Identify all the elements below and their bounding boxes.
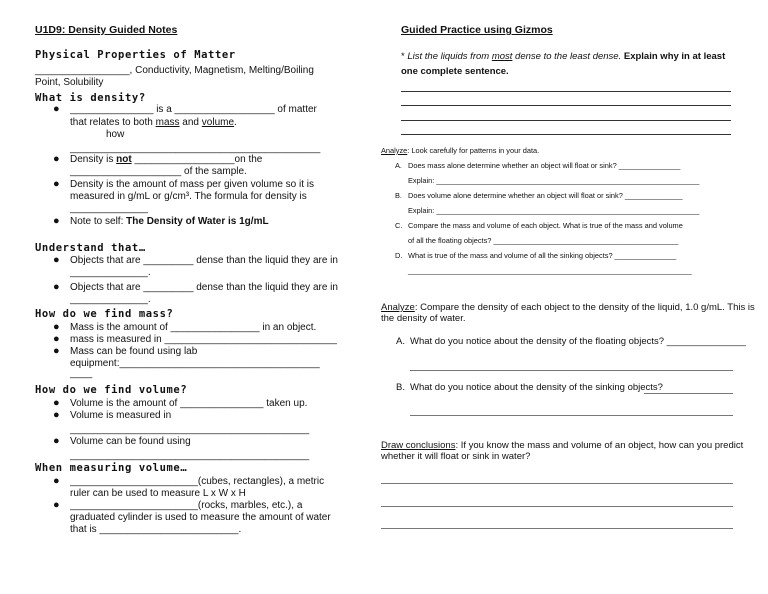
measuring-b2-line1: _______________________(rocks, marbles, etc.), a	[70, 500, 303, 511]
understand-b1-line2: ______________.	[70, 267, 151, 278]
practice-title: Guided Practice using Gizmos	[401, 24, 553, 36]
analyze1-a-label: A.	[395, 161, 402, 170]
measuring-b2-line3: that is _________________________.	[70, 524, 242, 535]
volume-b2-line2: ___________________________________________	[70, 424, 310, 435]
analyze1-d-question-1: What is true of the mass and volume of all the sinking objects? _______________	[408, 251, 677, 260]
mass-b1: Mass is the amount of ________________ in an object.	[70, 322, 317, 333]
answer-line[interactable]	[401, 91, 731, 92]
physical-line-2: Point, Solubility	[35, 77, 104, 88]
measuring-heading: When measuring volume…	[35, 462, 188, 474]
bullet-icon: ●	[53, 475, 60, 487]
density-b1-line1: _______________ is a __________________ of matter	[70, 104, 317, 115]
analyze1-b-explain: Explain: ________________________________________________________________	[408, 206, 700, 215]
bullet-icon: ●	[53, 254, 60, 266]
analyze2-a-label: A.	[396, 336, 405, 347]
bullet-icon: ●	[53, 103, 60, 115]
bullet-icon: ●	[53, 321, 60, 333]
mass-heading: How do we find mass?	[35, 308, 174, 320]
analyze1-c-question-1: Compare the mass and volume of each object. What is true of the mass and volume	[408, 221, 683, 230]
density-b2-line2: ____________________ of the sample.	[70, 166, 247, 177]
bullet-icon: ●	[53, 409, 60, 421]
density-b3-line1: Density is the amount of mass per given volume so it is	[70, 179, 314, 190]
answer-line[interactable]	[401, 120, 731, 121]
physical-heading: Physical Properties of Matter	[35, 49, 236, 61]
answer-line[interactable]	[381, 506, 733, 507]
bullet-icon: ●	[53, 435, 60, 447]
analyze1-b-question: Does volume alone determine whether an object will float or sink? ______________	[408, 191, 683, 200]
analyze1-c-label: C.	[395, 221, 403, 230]
analyze2-b-question: What do you notice about the density of the sinking objects?	[410, 382, 663, 393]
mass-b3-line2: equipment:____________________________________	[70, 358, 320, 369]
measuring-b1-line2: ruler can be used to measure L x W x H	[70, 488, 246, 499]
volume-b3-line1: Volume can be found using	[70, 436, 191, 447]
answer-line[interactable]	[401, 105, 731, 106]
analyze2-a-question: What do you notice about the density of the floating objects? _______________	[410, 336, 746, 347]
volume-heading: How do we find volume?	[35, 384, 188, 396]
bullet-icon: ●	[53, 178, 60, 190]
answer-line[interactable]	[644, 393, 733, 394]
analyze1-c-question-2: of all the floating objects? _____________________________________________	[408, 236, 679, 245]
conclusions-line-1: Draw conclusions: If you know the mass and volume of an object, how can you predict	[381, 440, 744, 451]
understand-b2-line1: Objects that are _________ dense than the liquid they are in	[70, 282, 338, 293]
density-heading: What is density?	[35, 92, 146, 104]
bullet-icon: ●	[53, 499, 60, 511]
understand-heading: Understand that…	[35, 242, 146, 254]
volume-b3-line2: ___________________________________________	[70, 450, 310, 461]
density-b3-line2: measured in g/mL or g/cm³. The formula for density is	[70, 191, 307, 202]
analyze1-a-question: Does mass alone determine whether an object will float or sink? _______________	[408, 161, 681, 170]
analyze1-a-explain: Explain: ________________________________________________________________	[408, 176, 700, 185]
understand-b2-line2: ______________.	[70, 294, 151, 305]
bullet-icon: ●	[53, 345, 60, 357]
bullet-icon: ●	[53, 153, 60, 165]
bullet-icon: ●	[53, 397, 60, 409]
volume-b1: Volume is the amount of _______________ taken up.	[70, 398, 308, 409]
analyze1-b-label: B.	[395, 191, 402, 200]
answer-line[interactable]	[381, 528, 733, 529]
analyze1-d-question-2: _____________________________________________________________________	[408, 266, 692, 275]
density-b1-line3: how	[106, 129, 125, 140]
analyze2-intro-2: the density of water.	[381, 313, 466, 324]
list-prompt-line1: * List the liquids from most dense to the least dense. Explain why in at least	[401, 51, 726, 62]
density-b1-line2: that relates to both mass and volume.	[70, 117, 237, 128]
bullet-icon: ●	[53, 333, 60, 345]
physical-line-1: _________________, Conductivity, Magnetism, Melting/Boiling	[35, 65, 314, 76]
analyze2-b-label: B.	[396, 382, 405, 393]
answer-line[interactable]	[410, 415, 733, 416]
mass-b2: mass is measured in _______________________________	[70, 334, 337, 345]
analyze1-intro: Analyze: Look carefully for patterns in your data.	[381, 146, 540, 155]
understand-b1-line1: Objects that are _________ dense than the liquid they are in	[70, 255, 338, 266]
bullet-icon: ●	[53, 281, 60, 293]
mass-b3-line1: Mass can be found using lab	[70, 346, 198, 357]
measuring-b1-line1: _______________________(cubes, rectangles), a metric	[70, 476, 325, 487]
density-b4: Note to self: The Density of Water is 1g/mL	[70, 216, 269, 227]
answer-line[interactable]	[401, 134, 731, 135]
conclusions-line-2: whether it will float or sink in water?	[381, 451, 531, 462]
density-b1-line4: _____________________________________________	[70, 143, 321, 154]
bullet-icon: ●	[53, 215, 60, 227]
page-title: U1D9: Density Guided Notes	[35, 24, 178, 36]
answer-line[interactable]	[410, 370, 733, 371]
answer-line[interactable]	[381, 483, 733, 484]
density-b3-line3: ______________	[70, 203, 148, 214]
volume-b2-line1: Volume is measured in	[70, 410, 172, 421]
mass-b3-line3: ____	[70, 368, 93, 379]
measuring-b2-line2: graduated cylinder is used to measure the amount of water	[70, 512, 331, 523]
list-prompt-line2: one complete sentence.	[401, 66, 509, 77]
analyze2-intro-1: Analyze: Compare the density of each object to the density of the liquid, 1.0 g/mL. This is	[381, 302, 755, 313]
density-b2-line1: Density is not __________________on the	[70, 154, 263, 165]
analyze1-d-label: D.	[395, 251, 403, 260]
